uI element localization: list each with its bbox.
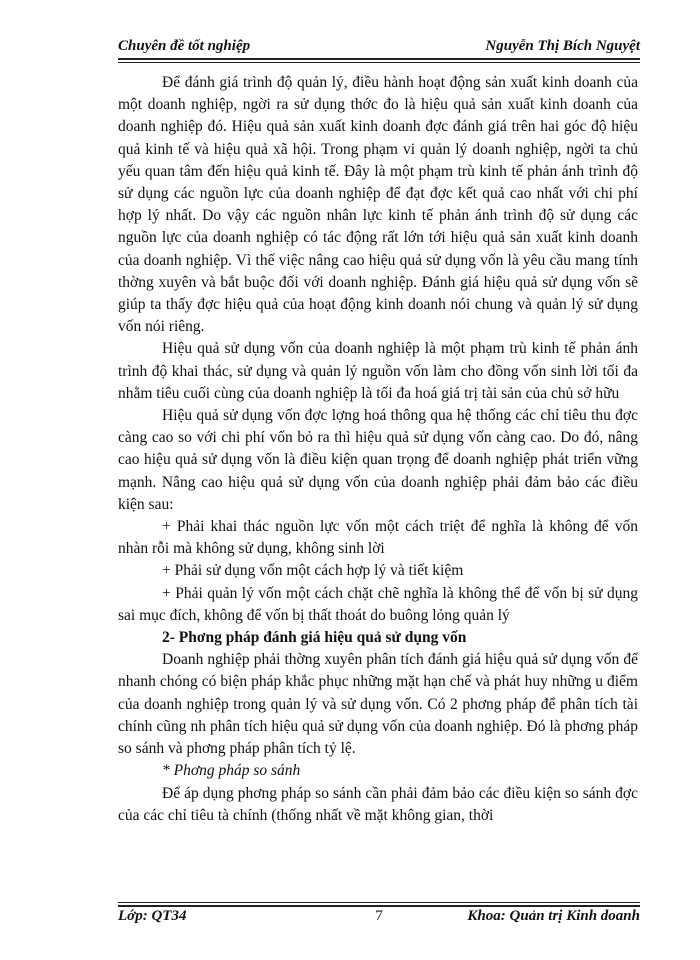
paragraph: Để đánh giá trình độ quản lý, điều hành hoạt động sản xuất kinh doanh của một doanh nghiệp, ngời ra sử dụng thớc đo là hiệu quả sản xuất kinh doanh của doanh nghiệp đó. Hiệu quả sản xuất kinh doanh đợc đánh giá trên hai góc độ hiệu quả kinh tế và hiệu quả xã hội. Trong phạm vi quản lý doanh nghiệp, ngời ta chủ yếu quan tâm đến hiệu quả kinh tế. Đây là một phạm trù kinh tế phản ánh trình độ sử dụng các nguồn lực của doanh nghiệp để đạt đợc kết quả cao nhất với chi phí hợp lý nhất. Do vậy các nguồn nhân lực kinh tế phản ánh trình độ sử dụng các nguồn lực của doanh nghiệp có tác động rất lớn tới hiệu quả sản xuất kinh doanh của doanh nghiệp. Vì thế việc nâng cao hiệu quả sử dụng vốn là yêu cầu mang tính thờng xuyên và bắt buộc đối với doanh nghiệp. Đánh giá hiệu quả sử dụng vốn sẽ giúp ta thấy đợc hiệu quả của hoạt động kinh doanh nói chung và quản lý sử dụng vốn nói riêng. bbox=[118, 74, 638, 336]
paragraph: Hiệu quả sử dụng vốn của doanh nghiệp là một phạm trù kinh tế phản ánh trình độ khai thác, sử dụng và quản lý nguồn vốn làm cho đồng vốn sinh lời tối đa nhằm tiêu cuối cùng của doanh nghiệp là tối đa hoá giá trị tài sản của chủ sở hữu bbox=[118, 340, 638, 402]
paragraph: Hiệu quả sử dụng vốn đợc lợng hoá thông qua hệ thống các chỉ tiêu thu đợc càng cao so với chi phí vốn bỏ ra thì hiệu quả sử dụng vốn càng cao. Do đó, nâng cao hiệu quả sử dụng vốn là điều kiện quan trọng để doanh nghiệp phát triển vững mạnh. Nâng cao hiệu quả sử dụng vốn của doanh nghiệp phải đảm bảo các điều kiện sau: bbox=[118, 407, 638, 513]
paragraph: + Phải khai thác nguồn lực vốn một cách triệt để nghĩa là không để vốn nhàn rỗi mà không sử dụng, không sinh lời bbox=[118, 518, 638, 558]
body-text bbox=[118, 72, 638, 827]
header-title: Chuyên đề tốt nghiệp bbox=[118, 38, 251, 54]
header-author: Nguyễn Thị Bích Nguyệt bbox=[485, 38, 640, 54]
footer-class: Lớp: QT34 bbox=[118, 908, 187, 924]
section-heading: 2- Phơng pháp đánh giá hiệu quả sử dụng vốn bbox=[162, 629, 467, 647]
paragraph: + Phải sử dụng vốn một cách hợp lý và tiết kiệm bbox=[162, 562, 464, 580]
paragraph: Để áp dụng phơng pháp so sánh cần phải đảm bảo các điều kiện so sánh đợc của các chỉ tiêu tà chính (thống nhất về mặt không gian, thời bbox=[118, 784, 638, 824]
header-rule bbox=[118, 58, 640, 63]
paragraph: Doanh nghiệp phải thờng xuyên phân tích đánh giá hiệu quả sử dụng vốn để nhanh chóng có biện pháp khắc phục những mặt hạn chế và phát huy những u điểm của doanh nghiệp trong quản lý và sử dụng vốn. Có 2 phơng pháp để phân tích tài chính cũng nh phân tích hiệu quả sử dụng vốn của doanh nghiệp. Đó là phơng pháp so sánh và phơng pháp phân tích tỷ lệ. bbox=[118, 651, 638, 758]
footer-rule bbox=[118, 902, 640, 907]
paragraph: + Phải quản lý vốn một cách chặt chẽ nghĩa là không thể để vốn bị sử dụng sai mục đích, không để vốn bị thất thoát do buông lỏng quản lý bbox=[118, 584, 638, 624]
footer-faculty: Khoa: Quản trị Kinh doanh bbox=[467, 908, 640, 924]
subsection-heading: * Phơng pháp so sánh bbox=[162, 762, 301, 780]
page-header bbox=[118, 36, 640, 60]
page-number: 7 bbox=[375, 908, 383, 924]
page-footer bbox=[118, 908, 640, 930]
